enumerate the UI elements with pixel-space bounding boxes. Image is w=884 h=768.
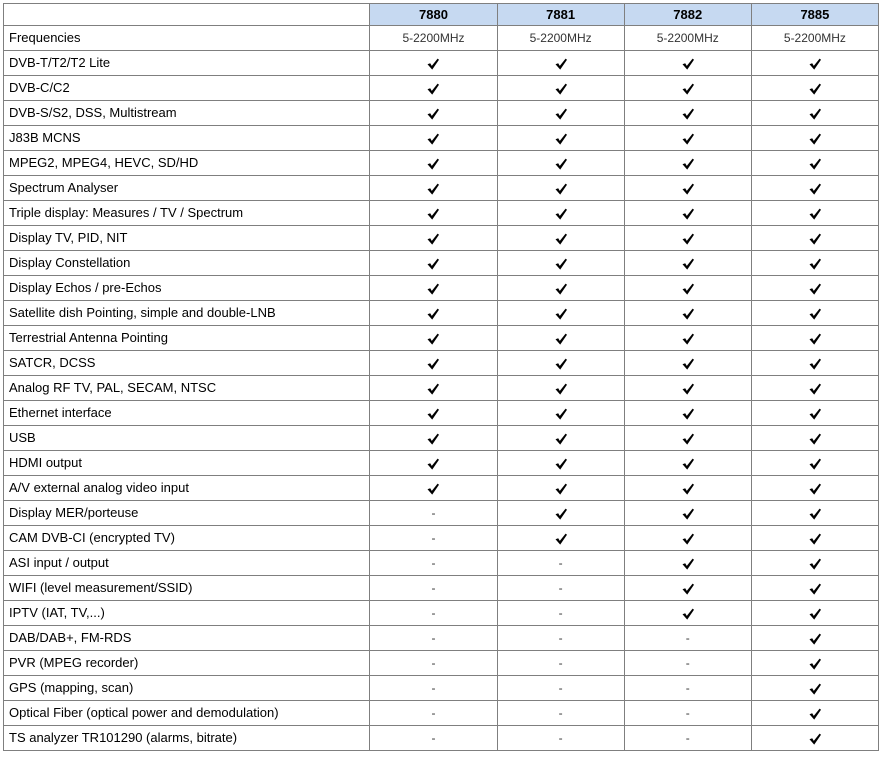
- value-cell: [751, 326, 878, 351]
- feature-label: Frequencies: [4, 26, 370, 51]
- value-text: -: [431, 681, 436, 695]
- value-cell: [751, 626, 878, 651]
- value-cell: [370, 701, 497, 726]
- value-cell: [751, 176, 878, 201]
- value-cell: [624, 226, 751, 251]
- value-text: -: [431, 706, 436, 720]
- checkmark-icon: [808, 157, 822, 171]
- table-row: [4, 26, 879, 51]
- checkmark-icon: [554, 457, 568, 471]
- value-cell: [497, 376, 624, 401]
- checkmark-icon: [426, 332, 440, 346]
- value-cell: [370, 26, 497, 51]
- value-text: -: [558, 706, 563, 720]
- table-row: [4, 576, 879, 601]
- value-cell: [370, 626, 497, 651]
- value-cell: [751, 276, 878, 301]
- checkmark-icon: [681, 532, 695, 546]
- checkmark-icon: [808, 607, 822, 621]
- value-cell: [497, 351, 624, 376]
- checkmark-icon: [681, 107, 695, 121]
- checkmark-icon: [808, 132, 822, 146]
- value-cell: [497, 551, 624, 576]
- value-cell: [624, 551, 751, 576]
- checkmark-icon: [554, 507, 568, 521]
- value-cell: [497, 76, 624, 101]
- feature-label: Display Echos / pre-Echos: [4, 276, 370, 301]
- value-cell: [370, 201, 497, 226]
- checkmark-icon: [808, 332, 822, 346]
- value-cell: [370, 576, 497, 601]
- table-row: [4, 701, 879, 726]
- table-row: [4, 201, 879, 226]
- value-cell: [497, 476, 624, 501]
- table-row: [4, 501, 879, 526]
- value-cell: [370, 126, 497, 151]
- checkmark-icon: [426, 482, 440, 496]
- value-cell: [497, 651, 624, 676]
- checkmark-icon: [681, 82, 695, 96]
- value-cell: [624, 376, 751, 401]
- value-cell: [751, 401, 878, 426]
- table-row: [4, 151, 879, 176]
- checkmark-icon: [554, 182, 568, 196]
- feature-label: Triple display: Measures / TV / Spectrum: [4, 201, 370, 226]
- checkmark-icon: [554, 532, 568, 546]
- feature-label: SATCR, DCSS: [4, 351, 370, 376]
- value-cell: [624, 76, 751, 101]
- value-cell: [497, 101, 624, 126]
- checkmark-icon: [808, 507, 822, 521]
- table-row: [4, 526, 879, 551]
- value-text: -: [558, 631, 563, 645]
- checkmark-icon: [681, 507, 695, 521]
- value-cell: [497, 326, 624, 351]
- table-row: [4, 276, 879, 301]
- value-cell: [624, 626, 751, 651]
- header-row: [4, 4, 879, 26]
- table-row: [4, 601, 879, 626]
- checkmark-icon: [681, 257, 695, 271]
- feature-label: Terrestrial Antenna Pointing: [4, 326, 370, 351]
- value-cell: [497, 151, 624, 176]
- table-row: [4, 351, 879, 376]
- value-cell: [497, 401, 624, 426]
- feature-label: MPEG2, MPEG4, HEVC, SD/HD: [4, 151, 370, 176]
- checkmark-icon: [681, 332, 695, 346]
- value-cell: [370, 351, 497, 376]
- checkmark-icon: [808, 682, 822, 696]
- value-text: -: [685, 656, 690, 670]
- checkmark-icon: [554, 382, 568, 396]
- value-cell: [751, 476, 878, 501]
- value-text: -: [431, 506, 436, 520]
- value-cell: [370, 101, 497, 126]
- checkmark-icon: [554, 407, 568, 421]
- value-text: -: [685, 631, 690, 645]
- value-cell: [751, 701, 878, 726]
- value-cell: [624, 426, 751, 451]
- feature-label: Spectrum Analyser: [4, 176, 370, 201]
- value-cell: [624, 101, 751, 126]
- feature-label: J83B MCNS: [4, 126, 370, 151]
- checkmark-icon: [808, 557, 822, 571]
- value-cell: [751, 351, 878, 376]
- value-cell: [370, 151, 497, 176]
- value-cell: [751, 726, 878, 751]
- value-text: -: [431, 656, 436, 670]
- value-cell: [751, 26, 878, 51]
- checkmark-icon: [808, 482, 822, 496]
- value-cell: [497, 26, 624, 51]
- value-cell: [624, 401, 751, 426]
- value-cell: [751, 301, 878, 326]
- value-text: 5-2200MHz: [529, 31, 592, 45]
- feature-label: A/V external analog video input: [4, 476, 370, 501]
- value-cell: [370, 376, 497, 401]
- feature-label: GPS (mapping, scan): [4, 676, 370, 701]
- value-cell: [624, 176, 751, 201]
- checkmark-icon: [426, 207, 440, 221]
- value-cell: [497, 176, 624, 201]
- checkmark-icon: [426, 182, 440, 196]
- value-cell: [370, 476, 497, 501]
- feature-label: DVB-S/S2, DSS, Multistream: [4, 101, 370, 126]
- checkmark-icon: [681, 57, 695, 71]
- value-cell: [497, 576, 624, 601]
- value-cell: [370, 451, 497, 476]
- checkmark-icon: [808, 257, 822, 271]
- value-cell: [624, 26, 751, 51]
- feature-label: Display MER/porteuse: [4, 501, 370, 526]
- value-text: -: [431, 731, 436, 745]
- checkmark-icon: [554, 432, 568, 446]
- value-text: 5-2200MHz: [783, 31, 846, 45]
- checkmark-icon: [681, 132, 695, 146]
- feature-label: ASI input / output: [4, 551, 370, 576]
- checkmark-icon: [554, 257, 568, 271]
- checkmark-icon: [426, 232, 440, 246]
- checkmark-icon: [681, 407, 695, 421]
- checkmark-icon: [808, 57, 822, 71]
- checkmark-icon: [554, 357, 568, 371]
- checkmark-icon: [808, 632, 822, 646]
- checkmark-icon: [808, 582, 822, 596]
- value-cell: [370, 76, 497, 101]
- value-cell: [624, 276, 751, 301]
- value-cell: [370, 501, 497, 526]
- checkmark-icon: [554, 107, 568, 121]
- value-cell: [624, 576, 751, 601]
- value-text: -: [558, 606, 563, 620]
- checkmark-icon: [426, 357, 440, 371]
- checkmark-icon: [808, 532, 822, 546]
- value-cell: [624, 701, 751, 726]
- table-row: [4, 226, 879, 251]
- value-cell: [624, 476, 751, 501]
- checkmark-icon: [426, 107, 440, 121]
- table-row: [4, 326, 879, 351]
- value-cell: [751, 601, 878, 626]
- table-row: [4, 51, 879, 76]
- value-cell: [751, 151, 878, 176]
- checkmark-icon: [808, 207, 822, 221]
- value-cell: [497, 701, 624, 726]
- table-row: [4, 101, 879, 126]
- checkmark-icon: [554, 282, 568, 296]
- feature-label: Analog RF TV, PAL, SECAM, NTSC: [4, 376, 370, 401]
- checkmark-icon: [426, 307, 440, 321]
- value-cell: [751, 501, 878, 526]
- checkmark-icon: [554, 332, 568, 346]
- checkmark-icon: [681, 482, 695, 496]
- value-text: 5-2200MHz: [656, 31, 719, 45]
- value-cell: [624, 726, 751, 751]
- checkmark-icon: [808, 407, 822, 421]
- value-cell: [370, 301, 497, 326]
- value-cell: [751, 101, 878, 126]
- table-row: [4, 376, 879, 401]
- value-cell: [370, 426, 497, 451]
- value-cell: [624, 676, 751, 701]
- value-cell: [624, 451, 751, 476]
- model-header: 7882: [624, 4, 751, 26]
- checkmark-icon: [808, 107, 822, 121]
- value-cell: [751, 551, 878, 576]
- comparison-table-container: [3, 3, 879, 751]
- value-cell: [624, 651, 751, 676]
- checkmark-icon: [554, 207, 568, 221]
- value-text: -: [558, 581, 563, 595]
- value-cell: [751, 251, 878, 276]
- value-cell: [751, 376, 878, 401]
- checkmark-icon: [426, 257, 440, 271]
- checkmark-icon: [426, 457, 440, 471]
- checkmark-icon: [426, 132, 440, 146]
- checkmark-icon: [426, 282, 440, 296]
- value-cell: [370, 651, 497, 676]
- value-cell: [624, 326, 751, 351]
- value-cell: [751, 126, 878, 151]
- header-corner-cell: [4, 4, 370, 26]
- value-cell: [370, 726, 497, 751]
- table-row: [4, 76, 879, 101]
- value-cell: [624, 351, 751, 376]
- checkmark-icon: [808, 357, 822, 371]
- value-cell: [497, 726, 624, 751]
- table-row: [4, 301, 879, 326]
- value-cell: [751, 226, 878, 251]
- value-cell: [497, 676, 624, 701]
- feature-label: USB: [4, 426, 370, 451]
- table-row: [4, 251, 879, 276]
- value-cell: [751, 451, 878, 476]
- feature-label: TS analyzer TR101290 (alarms, bitrate): [4, 726, 370, 751]
- value-cell: [497, 276, 624, 301]
- value-cell: [497, 426, 624, 451]
- table-row: [4, 401, 879, 426]
- checkmark-icon: [808, 182, 822, 196]
- table-row: [4, 176, 879, 201]
- checkmark-icon: [426, 82, 440, 96]
- value-text: -: [431, 606, 436, 620]
- value-text: -: [685, 706, 690, 720]
- table-row: [4, 426, 879, 451]
- value-cell: [497, 201, 624, 226]
- checkmark-icon: [554, 82, 568, 96]
- checkmark-icon: [426, 382, 440, 396]
- value-cell: [751, 526, 878, 551]
- value-cell: [624, 601, 751, 626]
- checkmark-icon: [681, 232, 695, 246]
- feature-label: DAB/DAB+, FM-RDS: [4, 626, 370, 651]
- checkmark-icon: [681, 207, 695, 221]
- value-cell: [497, 501, 624, 526]
- model-header: 7880: [370, 4, 497, 26]
- table-row: [4, 726, 879, 751]
- checkmark-icon: [808, 707, 822, 721]
- value-cell: [624, 526, 751, 551]
- checkmark-icon: [808, 657, 822, 671]
- checkmark-icon: [681, 607, 695, 621]
- value-cell: [497, 626, 624, 651]
- comparison-table: [3, 3, 879, 751]
- value-cell: [370, 526, 497, 551]
- value-text: -: [685, 731, 690, 745]
- feature-label: CAM DVB-CI (encrypted TV): [4, 526, 370, 551]
- value-text: 5-2200MHz: [402, 31, 465, 45]
- checkmark-icon: [681, 382, 695, 396]
- value-cell: [751, 201, 878, 226]
- checkmark-icon: [554, 482, 568, 496]
- value-cell: [624, 501, 751, 526]
- value-text: -: [558, 656, 563, 670]
- value-cell: [370, 251, 497, 276]
- value-cell: [624, 201, 751, 226]
- feature-label: Ethernet interface: [4, 401, 370, 426]
- value-text: -: [558, 681, 563, 695]
- feature-label: IPTV (IAT, TV,...): [4, 601, 370, 626]
- checkmark-icon: [808, 282, 822, 296]
- value-cell: [497, 51, 624, 76]
- value-cell: [624, 251, 751, 276]
- value-cell: [497, 226, 624, 251]
- checkmark-icon: [808, 382, 822, 396]
- value-cell: [370, 601, 497, 626]
- checkmark-icon: [681, 307, 695, 321]
- checkmark-icon: [681, 557, 695, 571]
- feature-label: Display Constellation: [4, 251, 370, 276]
- value-text: -: [431, 531, 436, 545]
- value-text: -: [431, 556, 436, 570]
- value-cell: [497, 301, 624, 326]
- value-text: -: [558, 731, 563, 745]
- checkmark-icon: [681, 432, 695, 446]
- value-cell: [624, 301, 751, 326]
- model-header: 7881: [497, 4, 624, 26]
- value-cell: [370, 176, 497, 201]
- checkmark-icon: [808, 457, 822, 471]
- checkmark-icon: [554, 232, 568, 246]
- checkmark-icon: [426, 157, 440, 171]
- value-text: -: [431, 581, 436, 595]
- checkmark-icon: [808, 82, 822, 96]
- checkmark-icon: [554, 57, 568, 71]
- checkmark-icon: [681, 582, 695, 596]
- checkmark-icon: [808, 307, 822, 321]
- value-cell: [751, 426, 878, 451]
- feature-label: PVR (MPEG recorder): [4, 651, 370, 676]
- value-cell: [624, 126, 751, 151]
- value-cell: [624, 51, 751, 76]
- feature-label: Satellite dish Pointing, simple and double-LNB: [4, 301, 370, 326]
- value-cell: [370, 51, 497, 76]
- feature-label: WIFI (level measurement/SSID): [4, 576, 370, 601]
- value-cell: [370, 401, 497, 426]
- value-cell: [497, 251, 624, 276]
- value-text: -: [685, 681, 690, 695]
- feature-label: Display TV, PID, NIT: [4, 226, 370, 251]
- checkmark-icon: [808, 732, 822, 746]
- value-cell: [751, 76, 878, 101]
- value-cell: [370, 676, 497, 701]
- value-cell: [370, 226, 497, 251]
- checkmark-icon: [426, 407, 440, 421]
- table-row: [4, 451, 879, 476]
- feature-label: HDMI output: [4, 451, 370, 476]
- table-row: [4, 676, 879, 701]
- table-body: [4, 26, 879, 751]
- value-cell: [370, 326, 497, 351]
- checkmark-icon: [808, 232, 822, 246]
- checkmark-icon: [554, 132, 568, 146]
- checkmark-icon: [426, 432, 440, 446]
- value-cell: [497, 126, 624, 151]
- model-header: 7885: [751, 4, 878, 26]
- feature-label: DVB-T/T2/T2 Lite: [4, 51, 370, 76]
- table-row: [4, 126, 879, 151]
- checkmark-icon: [681, 357, 695, 371]
- feature-label: Optical Fiber (optical power and demodulation): [4, 701, 370, 726]
- checkmark-icon: [808, 432, 822, 446]
- checkmark-icon: [681, 457, 695, 471]
- value-cell: [751, 576, 878, 601]
- value-cell: [751, 676, 878, 701]
- table-row: [4, 651, 879, 676]
- value-cell: [624, 151, 751, 176]
- feature-label: DVB-C/C2: [4, 76, 370, 101]
- value-cell: [370, 276, 497, 301]
- table-row: [4, 476, 879, 501]
- value-cell: [497, 451, 624, 476]
- table-row: [4, 626, 879, 651]
- value-text: -: [431, 631, 436, 645]
- checkmark-icon: [681, 282, 695, 296]
- value-cell: [497, 601, 624, 626]
- checkmark-icon: [554, 157, 568, 171]
- checkmark-icon: [554, 307, 568, 321]
- table-row: [4, 551, 879, 576]
- value-cell: [751, 651, 878, 676]
- checkmark-icon: [681, 157, 695, 171]
- value-cell: [370, 551, 497, 576]
- checkmark-icon: [426, 57, 440, 71]
- value-cell: [751, 51, 878, 76]
- checkmark-icon: [681, 182, 695, 196]
- value-cell: [497, 526, 624, 551]
- value-text: -: [558, 556, 563, 570]
